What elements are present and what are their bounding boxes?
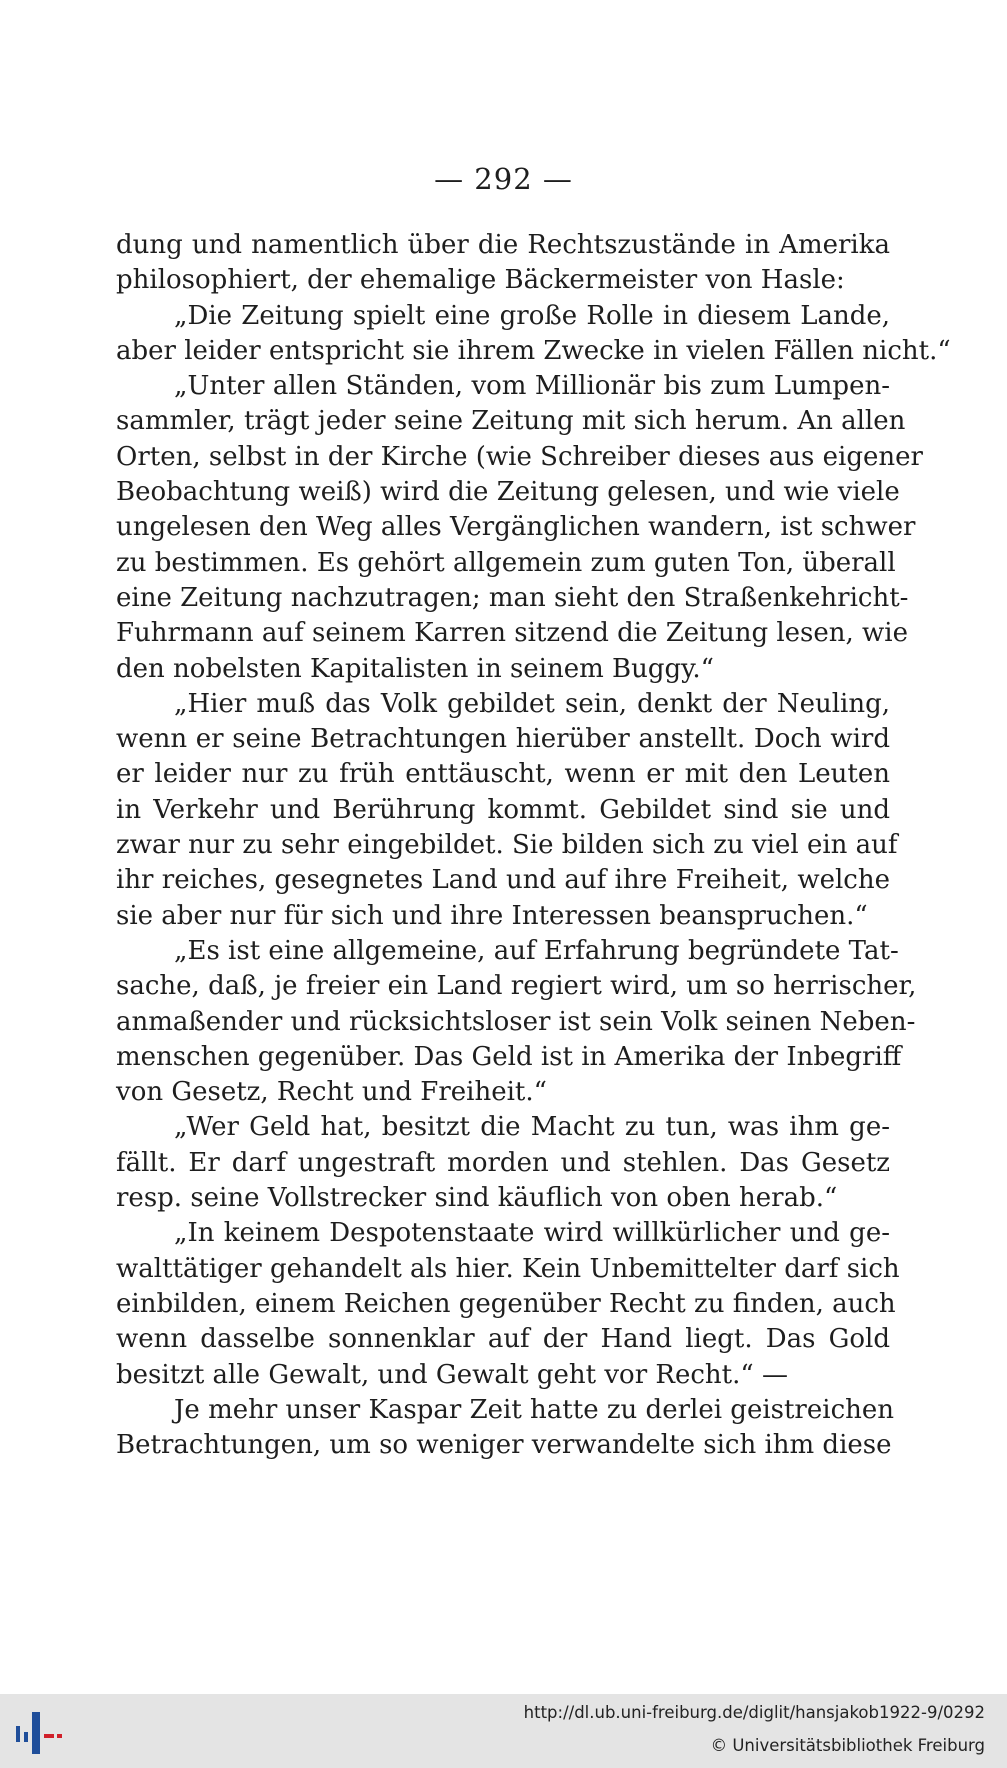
text-line: philosophiert, der ehemalige Bäckermeister von Hasle: <box>116 265 845 296</box>
text-line: „Die Zeitung spielt eine große Rolle in diesem Lande, <box>174 300 890 331</box>
text-line: einbilden, einem Reichen gegenüber Recht zu finden, auch <box>116 1288 896 1319</box>
text-line: von Gesetz, Recht und Freiheit.“ <box>116 1077 547 1108</box>
text-line: fällt. Er darf ungestraft morden und stehlen. Das Gesetz <box>116 1147 890 1178</box>
text-line: sie aber nur für sich und ihre Interessen beanspruchen.“ <box>116 900 868 931</box>
text-line: ungelesen den Weg alles Vergänglichen wandern, ist schwer <box>116 512 916 543</box>
text-line: sache, daß, je freier ein Land regiert wird, um so herrischer, <box>116 971 917 1002</box>
permalink-url[interactable]: http://dl.ub.uni-freiburg.de/diglit/hansjakob1922-9/0292 <box>523 1703 985 1722</box>
text-line: aber leider entspricht sie ihrem Zwecke in vielen Fällen nicht.“ <box>116 335 951 366</box>
text-line: „Hier muß das Volk gebildet sein, denkt der Neuling, <box>174 688 890 719</box>
text-line: zu bestimmen. Es gehört allgemein zum guten Ton, überall <box>116 547 896 578</box>
text-line: walttätiger gehandelt als hier. Kein Unbemittelter darf sich <box>116 1253 900 1284</box>
footer-bar <box>0 1694 1007 1768</box>
text-line: eine Zeitung nachzutragen; man sieht den Straßenkehricht- <box>116 582 909 613</box>
copyright-notice: © Universitätsbibliothek Freiburg <box>710 1736 985 1755</box>
text-line: anmaßender und rücksichtsloser ist sein Volk seinen Neben- <box>116 1006 916 1037</box>
text-line: wenn dasselbe sonnenklar auf der Hand liegt. Das Gold <box>116 1324 890 1355</box>
text-line: sammler, trägt jeder seine Zeitung mit sich herum. An allen <box>116 406 906 437</box>
text-line: resp. seine Vollstrecker sind käuflich von oben herab.“ <box>116 1183 838 1214</box>
body-text <box>116 228 951 1463</box>
text-line: Beobachtung weiß) wird die Zeitung gelesen, und wie viele <box>116 477 900 508</box>
text-line: in Verkehr und Berührung kommt. Gebildet sind sie und <box>116 794 890 825</box>
text-line: Betrachtungen, um so weniger verwandelte sich ihm diese <box>116 1430 892 1461</box>
text-line: Je mehr unser Kaspar Zeit hatte zu derlei geistreichen <box>174 1394 895 1425</box>
text-line: ihr reiches, gesegnetes Land und auf ihre Freiheit, welche <box>116 865 890 896</box>
page-number: — 292 — <box>434 162 573 196</box>
text-line: „Es ist eine allgemeine, auf Erfahrung begründete Tat- <box>174 935 899 966</box>
text-line: den nobelsten Kapitalisten in seinem Buggy.“ <box>116 653 714 684</box>
text-line: menschen gegenüber. Das Geld ist in Amerika der Inbegriff <box>116 1041 902 1072</box>
ub-freiburg-logo-icon <box>14 1708 64 1758</box>
text-line: „Unter allen Ständen, vom Millionär bis zum Lumpen- <box>174 371 890 402</box>
text-line: er leider nur zu früh enttäuscht, wenn er mit den Leuten <box>116 759 890 790</box>
text-line: zwar nur zu sehr eingebildet. Sie bilden sich zu viel ein auf <box>116 830 898 861</box>
text-line: „Wer Geld hat, besitzt die Macht zu tun, was ihm ge- <box>174 1112 890 1143</box>
text-line: Fuhrmann auf seinem Karren sitzend die Zeitung lesen, wie <box>116 618 909 649</box>
text-line: wenn er seine Betrachtungen hierüber anstellt. Doch wird <box>116 724 890 755</box>
text-line: dung und namentlich über die Rechtszustände in Amerika <box>116 230 890 260</box>
text-line: „In keinem Despotenstaate wird willkürlicher und ge- <box>174 1218 890 1249</box>
text-line: Orten, selbst in der Kirche (wie Schreiber dieses aus eigener <box>116 441 923 472</box>
text-line: besitzt alle Gewalt, und Gewalt geht vor Recht.“ — <box>116 1359 788 1390</box>
